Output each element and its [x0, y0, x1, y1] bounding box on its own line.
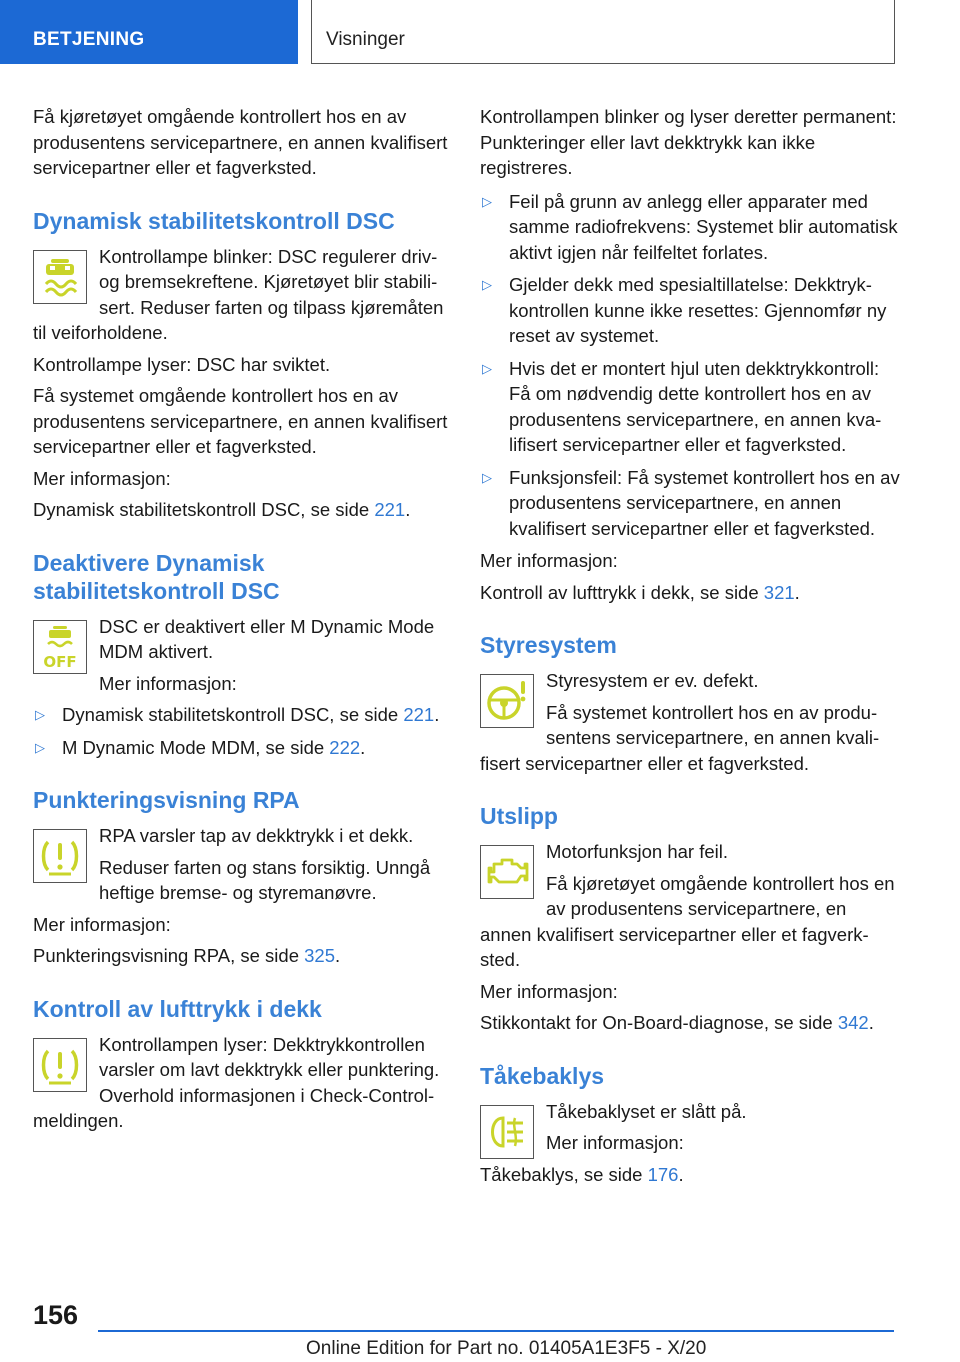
list-item — [480, 189, 900, 266]
bullet-text: M Dynamic Mode MDM, se side — [62, 736, 330, 758]
tpm-blink-paragraph: Kontrollampen blinker og lyser deretter permanent: Punkteringer eller lavt dekktrykk kan ikke registreres. — [480, 106, 897, 178]
rpa-more-info: Mer informasjon: — [33, 913, 171, 935]
fog-entry — [480, 1099, 900, 1194]
dsc-off-icon-label: OFF — [43, 652, 77, 671]
fog-more-info: Mer informasjon: — [546, 1132, 684, 1153]
bullet-text: Hvis det er montert hjul uten dekktrykkontroll: Få om nødvendig dette kontrollert hos en av produsentens servicepartnere, en annen kvalifisert servicepartner eller et fagverksted. — [509, 357, 882, 455]
list-item — [33, 702, 448, 728]
tpm-ref-period: . — [794, 581, 800, 603]
emission-entry — [480, 839, 900, 973]
fog-page-link[interactable]: 176 — [647, 1163, 679, 1185]
steering-entry — [480, 668, 900, 776]
emission-text-2: Få kjøretøyet omgående kontrollert hos en av produsentens servicepartnere, en annen kvalifisert servicepartner eller et fagverksted. — [480, 872, 895, 970]
dsc-off-text-1: DSC er deaktivert eller M Dynamic Mode MDM aktivert. — [99, 615, 435, 662]
heading-steering: Styresystem — [480, 632, 617, 658]
dsc-more-info: Mer informasjon: — [33, 467, 171, 489]
fog-text-1: Tåkebaklyset er slått på. — [546, 1100, 747, 1122]
emission-text-1: Motorfunksjon har feil. — [546, 841, 729, 862]
rpa-page-link[interactable]: 325 — [304, 945, 335, 966]
dsc-warning-icon — [33, 250, 87, 304]
heading-fog: Tåkebaklys — [480, 1062, 605, 1089]
section-tab: BETJENING — [0, 0, 298, 64]
heading-dsc-off: Deaktivere Dynamisk stabilitetskontroll DSC — [33, 549, 280, 604]
dsc-off-page-link-1[interactable]: 221 — [403, 704, 435, 725]
tpm-cause-list — [480, 189, 900, 542]
list-item — [480, 272, 900, 349]
footer-edition: Online Edition for Part no. 01405A1E3F5 - X/20 — [306, 1338, 707, 1359]
rear-fog-light-icon — [480, 1105, 534, 1159]
left-column — [33, 104, 448, 1140]
rpa-reference — [33, 943, 448, 969]
rpa-text-1: RPA varsler tap av dekktrykk i et dekk. — [99, 825, 414, 846]
dsc-entry — [33, 244, 448, 352]
rpa-entry — [33, 823, 448, 912]
right-column — [480, 104, 900, 1193]
emission-ref-period: . — [868, 1012, 874, 1033]
tpm-reference — [480, 580, 900, 606]
bullet-triangle-icon: ▷ — [482, 193, 492, 209]
bullet-text: Funksjonsfeil: Få systemet kontrollert hos en av produsentens servicepartnere, en annen kvalifisert servicepartner eller et fagverksted. — [509, 466, 900, 539]
dsc-off-reference-list — [33, 702, 448, 760]
tpm-text-1: Kontrollampen lyser: Dekktrykkontrollen varsler om lavt dekktrykk eller punktering. Overhold informasjonen i Check-Control-meldingen. — [33, 1033, 440, 1131]
bullet-triangle-icon: ▷ — [35, 707, 45, 722]
bullet-triangle-icon: ▷ — [482, 469, 492, 485]
heading-tpm: Kontroll av lufttrykk i dekk — [33, 995, 322, 1022]
bullet-triangle-icon: ▷ — [35, 739, 45, 755]
dsc-ref-text: Dynamisk stabilitetskontroll DSC, se side — [33, 499, 375, 520]
fog-reference — [480, 1162, 900, 1188]
rpa-ref-period: . — [335, 945, 341, 966]
dsc-page-link[interactable]: 221 — [374, 499, 406, 520]
tpm-ref-text: Kontroll av lufttrykk i dekk, se side — [480, 581, 764, 603]
footer-divider — [98, 1330, 894, 1332]
heading-rpa: Punkteringsvisning RPA — [33, 787, 300, 813]
engine-icon — [480, 845, 534, 899]
emission-reference — [480, 1010, 900, 1036]
dsc-off-icon — [33, 620, 87, 674]
bullet-text: Feil på grunn av anlegg eller apparater med samme radiofrekvens: Systemet blir automatisk aktivt igjen når feilfeltet forlates. — [509, 190, 898, 263]
dsc-off-entry — [33, 614, 448, 703]
dsc-text-1: Kontrollampe blinker: DSC regulerer driv- og bremsekreftene. Kjøretøyet blir stabilisert. Reduser farten og tilpass kjøremåten til veiforholdene. — [33, 245, 444, 343]
bullet-triangle-icon: ▷ — [482, 277, 492, 292]
dsc-reference — [33, 497, 448, 523]
dsc-ref-period: . — [405, 499, 411, 520]
list-item — [480, 356, 900, 458]
dsc-off-page-link-2[interactable]: 222 — [329, 736, 361, 758]
steering-text-2: Få systemet kontrollert hos en av produsentens servicepartnere, en annen kvalifisert servicepartner eller et fagverksted. — [480, 701, 880, 774]
dsc-text-2: Kontrollampe lyser: DSC har sviktet. — [33, 353, 331, 375]
bullet-text: Gjelder dekk med spesialtillatelse: Dekktrykkontrollen kunne ikke resettes: Gjennomfør ny reset av systemet. — [509, 274, 887, 346]
tire-pressure-warning-icon — [33, 829, 87, 883]
tpm-page-link[interactable]: 321 — [763, 581, 795, 603]
bullet-text: Dynamisk stabilitetskontroll DSC, se side — [62, 704, 404, 725]
bullet-triangle-icon: ▷ — [482, 360, 492, 376]
fog-ref-text: Tåkebaklys, se side — [480, 1163, 648, 1185]
list-item — [480, 465, 900, 542]
tpm-entry — [33, 1032, 448, 1134]
steering-text-1: Styresystem er ev. defekt. — [546, 670, 759, 691]
intro-paragraph: Få kjøretøyet omgående kontrollert hos en av produsentens servicepartnere, en annen kvalifisert servicepartner eller et fagverksted. — [33, 106, 448, 178]
emission-ref-text: Stikkontakt for On-Board-diagnose, se side — [480, 1012, 838, 1033]
heading-dsc: Dynamisk stabilitetskontroll DSC — [33, 207, 395, 234]
dsc-off-more-info: Mer informasjon: — [99, 672, 237, 694]
list-item — [33, 735, 448, 761]
emission-more-info: Mer informasjon: — [480, 980, 618, 1002]
page-number: 156 — [33, 1300, 79, 1330]
bullet-period: . — [360, 736, 366, 758]
tpm-more-info: Mer informasjon: — [480, 550, 618, 571]
emission-page-link[interactable]: 342 — [837, 1012, 869, 1033]
rpa-ref-text: Punkteringsvisning RPA, se side — [33, 945, 305, 966]
steering-warning-icon — [480, 674, 534, 728]
bullet-period: . — [434, 704, 440, 725]
rpa-text-2: Reduser farten og stans forsiktig. Unngå heftige bremse- og styremanøvre. — [99, 856, 431, 903]
tire-pressure-monitor-icon — [33, 1038, 87, 1092]
dsc-text-3: Få systemet omgående kontrollert hos en av produsentens servicepartnere, en annen kvalifisert servicepartner eller et fagverksted. — [33, 385, 448, 457]
page-header-title: Visninger — [311, 0, 895, 64]
heading-emission: Utslipp — [480, 803, 558, 829]
fog-ref-period: . — [678, 1163, 684, 1185]
